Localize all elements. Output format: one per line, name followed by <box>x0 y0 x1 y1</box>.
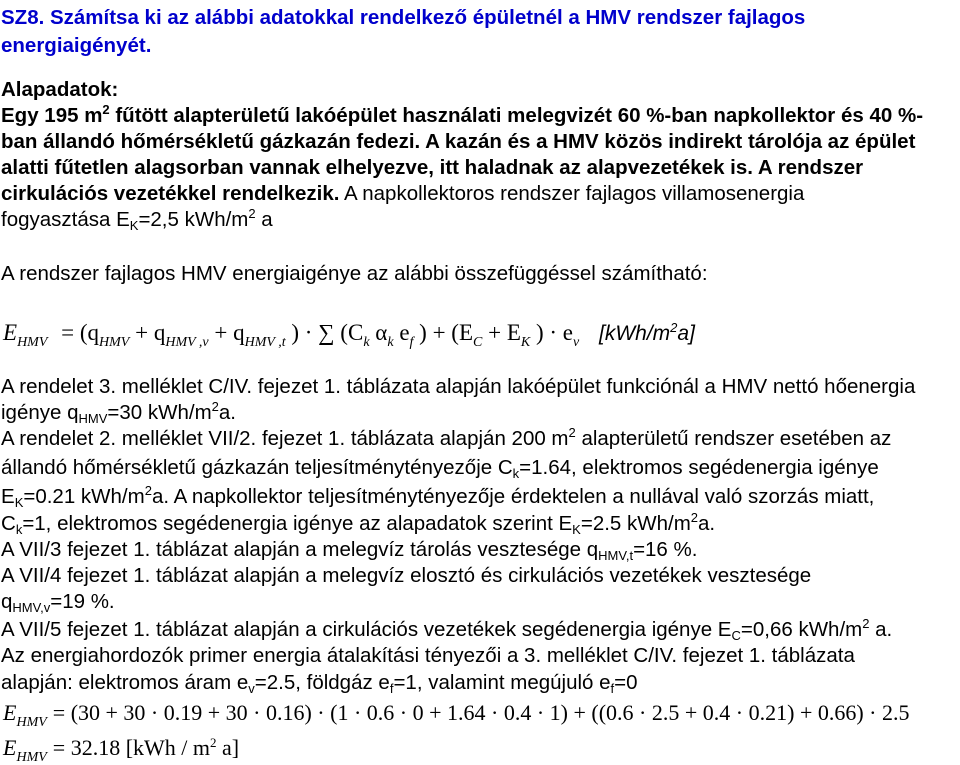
alapadatok-line-1: Egy 195 $m^2$ fűtött alapterületű lakóépület használati melegvizét 60 %-ban napkollektor és 40 %- <box>1 102 924 127</box>
body-line-9: $q_{HMV,v}=19$ %. <box>1 590 115 615</box>
hmv-formula: $E_{HMV} = (q_{HMV} + q_{HMV ,v} + q_{HMV ,t}$ ) · ∑ ($C_k$ $\alpha_k$ $e_f$ ) + ($E_C + E_K$ ) · $e_v$ $[kWh/m^2a]$ <box>3 320 695 350</box>
task-title-line-1: SZ8. Számítsa ki az alábbi adatokkal rendelkező épületnél a HMV rendszer fajlagos <box>1 6 806 29</box>
body-line-11: Az energiahordozók primer energia átalakítási tényezői a 3. melléklet C/IV. fejezet 1. táblázata <box>1 644 855 667</box>
body-line-5: $E_K=0.21$ kWh/$m^2a$. A napkollektor teljesítménytényezője érdektelen a nullával való szorzás miatt, <box>1 483 875 510</box>
calculation-line-2: $E_{HMV} = 32.18$ [$kWh / m^2$ a] <box>3 735 240 765</box>
alapadatok-label: Alapadatok: <box>1 78 119 101</box>
body-line-7: A VII/3 fejezet 1. táblázat alapján a melegvíz tárolás vesztesége $q_{HMV,t}=16$ %. <box>1 538 698 563</box>
alapadatok-line-4: cirkulációs vezetékkel rendelkezik. A napkollektoros rendszer fajlagos villamosenergia <box>1 182 805 205</box>
alapadatok-line-3: alatti fűtetlen alagsorban vannak elhelyezve, itt haladnak az alapvezetékek is. A rendszer <box>1 156 864 179</box>
formula-intro: A rendszer fajlagos HMV energiaigénye az alábbi összefüggéssel számítható: <box>1 262 708 285</box>
body-line-8: A VII/4 fejezet 1. táblázat alapján a melegvíz elosztó és cirkulációs vezetékek vesztesége <box>1 564 812 587</box>
task-title-line-2: energiaigényét. <box>1 34 152 57</box>
body-line-6: $C_k=1$, elektromos segédenergia igénye az alapadatok szerint $E_K=2.5$ kWh/$m^2a$. <box>1 510 716 537</box>
body-line-10: A VII/5 fejezet 1. táblázat alapján a cirkulációs vezetékek segédenergia igénye $E_C=0,66$ kWh/$m^2$ a. <box>1 616 893 643</box>
calculation-line-1: $E_{HMV} = (30 + 30 \cdot 0.19 + 30 \cdot 0.16) \cdot (1 \cdot 0.6 \cdot 0 + 1.64 \cdot 0.4 \cdot 1) + ((0.6 \cdot 2.5 + 0.4 \cdot 0.21) + 0.66) \cdot 2.5$ <box>3 700 910 730</box>
body-line-4: állandó hőmérsékletű gázkazán teljesítménytényezője $C_k=1.64$, elektromos segédenergia igénye <box>1 456 879 481</box>
body-line-1: A rendelet 3. melléklet C/IV. fejezet 1. táblázata alapján lakóépület funkciónál a HMV nettó hőenergia <box>1 375 916 398</box>
body-line-2: igénye $q_{HMV}=30$ kWh/$m^2a$. <box>1 399 236 426</box>
alapadatok-line-5: fogyasztása $E_K=2,5$ kWh/$m^2$ a <box>1 206 273 233</box>
body-line-12: alapján: elektromos áram $e_v=2.5$, földgáz $e_f=1$, valamint megújuló $e_f=0$ <box>1 671 638 696</box>
body-line-3: A rendelet 2. melléklet VII/2. fejezet 1. táblázata alapján 200 $m^2$ alapterületű rendszer esetében az <box>1 425 892 450</box>
alapadatok-line-2: ban állandó hőmérsékletű gázkazán fedezi. A kazán és a HMV közös indirekt tárolója az épület <box>1 130 916 153</box>
